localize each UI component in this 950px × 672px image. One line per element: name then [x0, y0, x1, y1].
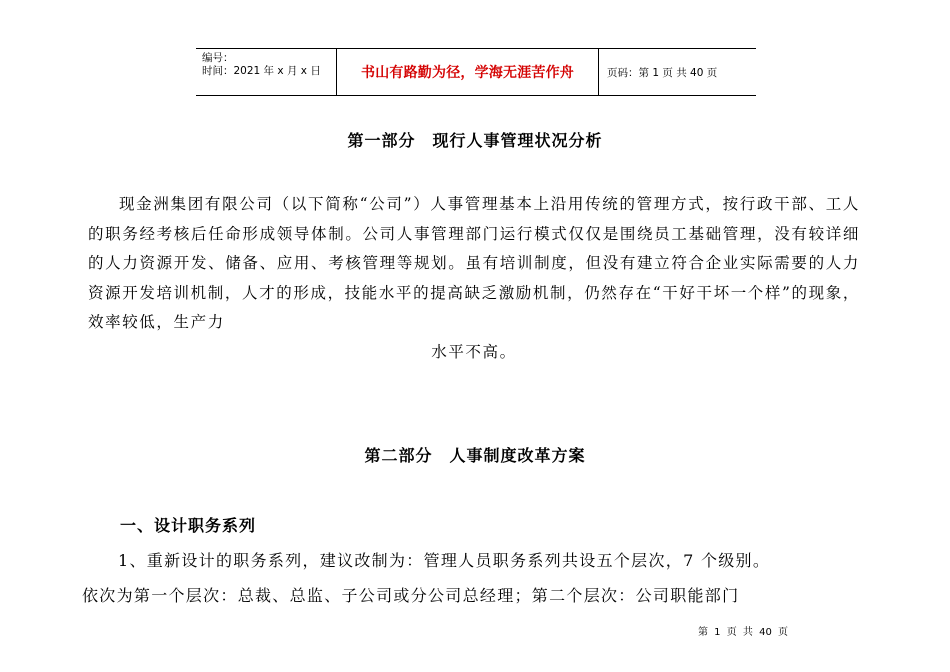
date-label: 时间：2021 年 x 月 x 日	[202, 65, 321, 77]
part1-paragraph-last-line: 水平不高。	[431, 342, 517, 361]
part1-paragraph-text: 现金洲集团有限公司（以下简称“公司”）人事管理基本上沿用传统的管理方式，按行政干部、工人的职务经考核后任命形成领导体制。公司人事管理部门运行模式仅仅是围绕员工基础管理，没有较详细的人力资源开发、储备、应用、考核管理等规划。虽有培训制度，但没有建立符合企业实际需要的人力资源开发培训机制，人才的形成，技能水平的提高缺乏激励机制，仍然存在“干好干坏一个样”的现象，效率较低，生产力	[88, 195, 860, 332]
body-line-2: 依次为第一个层次：总裁、总监、子公司或分公司总经理；第二个层次：公司职能部门	[82, 586, 740, 605]
page-info-text: 页码：第 1 页 共 40 页	[607, 66, 718, 79]
body-line-1: 1、重新设计的职务系列，建议改制为：管理人员职务系列共设五个层次，7 个级别。	[118, 551, 771, 570]
header-table	[196, 48, 756, 96]
motto-text: 书山有路勤为径，学海无涯苦作舟	[361, 65, 574, 81]
page-footer: 第 1 页 共 40 页	[698, 627, 788, 638]
part2-heading: 第二部分 人事制度改革方案	[364, 446, 586, 465]
part1-paragraph	[88, 190, 860, 368]
header-left-cell	[196, 49, 337, 95]
page-info-cell	[599, 49, 756, 95]
section1-title: 一、设计职务系列	[120, 516, 257, 535]
number-label: 编号：	[202, 52, 234, 64]
motto-cell	[337, 49, 599, 95]
part1-heading: 第一部分 现行人事管理状况分析	[347, 131, 603, 150]
